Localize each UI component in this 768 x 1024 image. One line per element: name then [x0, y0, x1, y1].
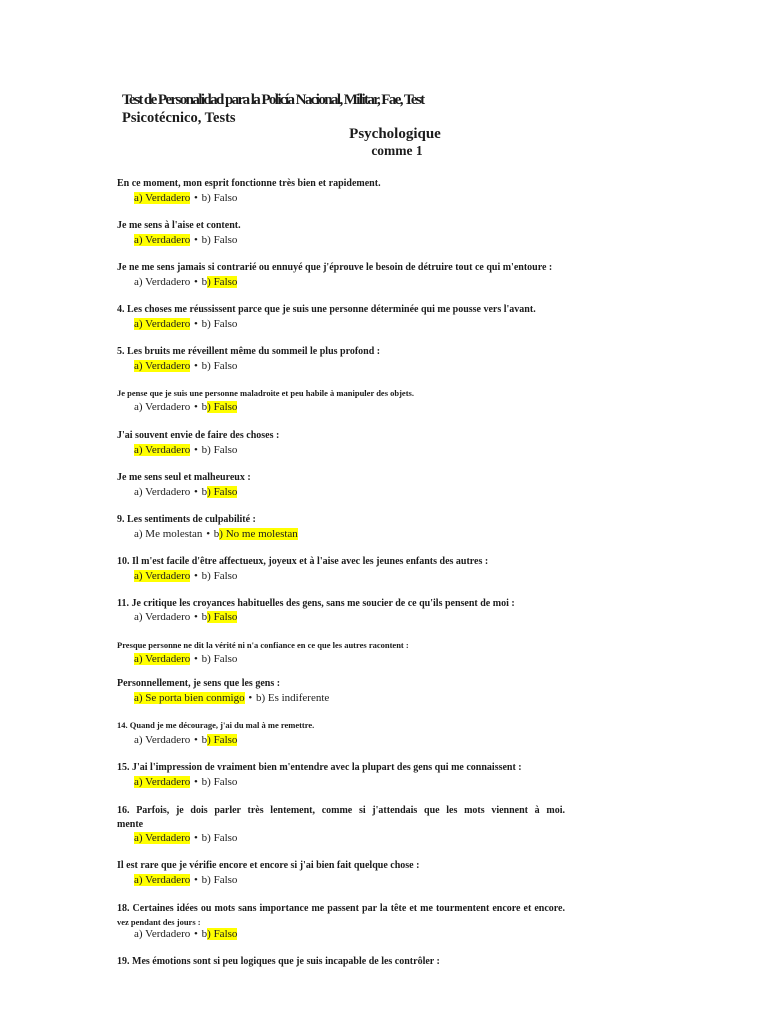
option-separator: • — [194, 611, 198, 623]
question-11: 11. Je critique les croyances habituelles des gens, sans me soucier de ce qu'ils pensent de moi : — [117, 598, 515, 609]
question-18 — [117, 902, 565, 928]
question-14: 14. Quand je me décourage, j'ai du mal à me remettre. — [117, 720, 315, 730]
answer-option-b-prefix: b — [201, 486, 208, 498]
answer-option-b[interactable]: Falso — [213, 832, 238, 844]
answer-option-b-prefix: b — [201, 928, 208, 940]
question-4: 4. Les choses me réussissent parce que je suis une personne déterminée qui me pousse vers l'avant. — [117, 304, 536, 315]
answer-option-b-prefix: b) — [255, 692, 268, 704]
answer-option-b-prefix: b — [201, 276, 208, 288]
answer-option-b[interactable]: ) No me molestan — [219, 528, 298, 540]
answer-option-b-prefix: b) — [201, 360, 214, 372]
answer-option-b-prefix: b — [201, 734, 208, 746]
question-15: 15. J'ai l'impression de vraiment bien m'entendre avec la plupart des gens qui me connaissent : — [117, 762, 522, 773]
question-continuation: vez pendant des jours : — [117, 917, 201, 927]
answer-option-a[interactable]: a) Verdadero — [134, 360, 191, 372]
answer-option-a[interactable]: a) Verdadero — [134, 234, 191, 246]
option-separator: • — [194, 874, 198, 886]
answer-option-a[interactable]: a) Verdadero — [134, 776, 191, 788]
question-7: J'ai souvent envie de faire des choses : — [117, 430, 280, 441]
answer-option-b[interactable]: ) Falso — [207, 928, 238, 940]
answer-row-15 — [134, 776, 237, 788]
answer-option-b-prefix: b) — [201, 318, 214, 330]
answer-row-8 — [134, 486, 237, 498]
answer-row-12 — [134, 653, 237, 665]
answer-option-b-prefix: b) — [201, 192, 214, 204]
answer-option-b-prefix: b) — [201, 832, 214, 844]
answer-option-a[interactable]: a) Verdadero — [134, 192, 191, 204]
answer-option-b-prefix: b — [201, 401, 208, 413]
answer-row-14 — [134, 734, 237, 746]
answer-option-b[interactable]: ) Falso — [207, 401, 238, 413]
answer-row-13 — [134, 692, 329, 704]
answer-option-a[interactable]: a) Verdadero — [134, 401, 191, 413]
answer-option-b[interactable]: ) Falso — [207, 611, 238, 623]
answer-option-a[interactable]: a) Verdadero — [134, 318, 191, 330]
answer-row-3 — [134, 276, 237, 288]
option-separator: • — [206, 528, 211, 540]
answer-row-10 — [134, 570, 237, 582]
answer-option-b[interactable]: Falso — [213, 318, 238, 330]
answer-option-a[interactable]: a) Verdadero — [134, 734, 191, 746]
answer-option-a[interactable]: a) Me molestan — [134, 528, 203, 540]
option-separator: • — [194, 360, 198, 372]
question-continuation: mente — [117, 819, 144, 830]
question-2: Je me sens à l'aise et content. — [117, 220, 241, 231]
option-separator: • — [194, 570, 198, 582]
question-text: 16. Parfois, je dois parler très lentement, comme si j'attendais que les mots viennent à moi. — [117, 805, 565, 816]
option-separator: • — [194, 734, 198, 746]
answer-option-b[interactable]: Falso — [213, 776, 238, 788]
answer-option-a[interactable]: a) Verdadero — [134, 444, 191, 456]
question-12: Presque personne ne dit la vérité ni n'a confiance en ce que les autres racontent : — [117, 640, 409, 650]
option-separator: • — [194, 318, 198, 330]
answer-row-5 — [134, 360, 237, 372]
answer-option-b-prefix: b — [213, 528, 220, 540]
question-16 — [117, 804, 565, 832]
document-title-line-3: Psychologique — [349, 126, 441, 142]
answer-option-b[interactable]: Falso — [213, 570, 238, 582]
answer-option-b[interactable]: Falso — [213, 874, 238, 886]
option-separator: • — [194, 653, 198, 665]
answer-option-b[interactable]: Falso — [213, 234, 238, 246]
answer-option-a[interactable]: a) Verdadero — [134, 832, 191, 844]
answer-option-b[interactable]: ) Falso — [207, 276, 238, 288]
answer-row-7 — [134, 444, 237, 456]
answer-option-b-prefix: b) — [201, 653, 214, 665]
option-separator: • — [194, 928, 198, 940]
option-separator: • — [194, 234, 198, 246]
option-separator: • — [248, 692, 253, 704]
question-5: 5. Les bruits me réveillent même du sommeil le plus profond : — [117, 346, 381, 357]
answer-option-a[interactable]: a) Verdadero — [134, 928, 191, 940]
answer-option-b-prefix: b — [201, 611, 208, 623]
answer-row-1 — [134, 192, 237, 204]
answer-row-6 — [134, 401, 237, 413]
option-separator: • — [194, 401, 198, 413]
answer-row-16 — [134, 832, 237, 844]
question-19: 19. Mes émotions sont si peu logiques que je suis incapable de les contrôler : — [117, 956, 440, 967]
answer-option-b-prefix: b) — [201, 234, 214, 246]
answer-option-b[interactable]: ) Falso — [207, 486, 238, 498]
question-9: 9. Les sentiments de culpabilité : — [117, 514, 256, 525]
answer-option-b-prefix: b) — [201, 570, 214, 582]
answer-row-18 — [134, 928, 237, 940]
answer-option-a[interactable]: a) Verdadero — [134, 486, 191, 498]
question-6: Je pense que je suis une personne maladroite et peu habile à manipuler des objets. — [117, 388, 414, 398]
question-10: 10. Il m'est facile d'être affectueux, joyeux et à l'aise avec les jeunes enfants des autres : — [117, 556, 489, 567]
document-subtitle: comme 1 — [371, 143, 423, 158]
answer-option-a[interactable]: a) Verdadero — [134, 653, 191, 665]
answer-option-b[interactable]: Falso — [213, 653, 238, 665]
answer-row-17 — [134, 874, 237, 886]
question-1: En ce moment, mon esprit fonctionne très bien et rapidement. — [117, 178, 381, 189]
question-17: Il est rare que je vérifie encore et encore si j'ai bien fait quelque chose : — [117, 860, 420, 871]
answer-option-a[interactable]: a) Verdadero — [134, 874, 191, 886]
answer-row-9 — [134, 528, 298, 540]
document-title-line-1: Test de Personalidad para la Policía Nacional, Militar, Fae, Test — [122, 92, 424, 108]
option-separator: • — [194, 776, 198, 788]
answer-option-a[interactable]: a) Verdadero — [134, 611, 191, 623]
answer-option-b[interactable]: Falso — [213, 444, 238, 456]
answer-option-b[interactable]: Falso — [213, 192, 238, 204]
option-separator: • — [194, 444, 198, 456]
answer-option-a[interactable]: a) Se porta bien conmigo — [134, 692, 245, 704]
answer-row-4 — [134, 318, 237, 330]
answer-option-b[interactable]: Es indiferente — [267, 692, 330, 704]
answer-option-b-prefix: b) — [201, 874, 214, 886]
answer-option-a[interactable]: a) Verdadero — [134, 570, 191, 582]
question-3: Je ne me sens jamais si contrarié ou ennuyé que j'éprouve le besoin de détruire tout ce qui m'entoure : — [117, 262, 553, 273]
answer-row-11 — [134, 611, 237, 623]
answer-option-b-prefix: b) — [201, 444, 214, 456]
option-separator: • — [194, 192, 198, 204]
option-separator: • — [194, 276, 198, 288]
question-8: Je me sens seul et malheureux : — [117, 472, 251, 483]
option-separator: • — [194, 486, 198, 498]
document-title-line-2: Psicotécnico, Tests — [122, 110, 236, 126]
answer-option-a[interactable]: a) Verdadero — [134, 276, 191, 288]
question-13: Personnellement, je sens que les gens : — [117, 678, 281, 689]
answer-option-b[interactable]: ) Falso — [207, 734, 238, 746]
question-text: 18. Certaines idées ou mots sans importance me passent par la tête et me tourmentent encore et encore. — [117, 903, 565, 914]
answer-option-b-prefix: b) — [201, 776, 214, 788]
answer-row-2 — [134, 234, 237, 246]
option-separator: • — [194, 832, 198, 844]
answer-option-b[interactable]: Falso — [213, 360, 238, 372]
